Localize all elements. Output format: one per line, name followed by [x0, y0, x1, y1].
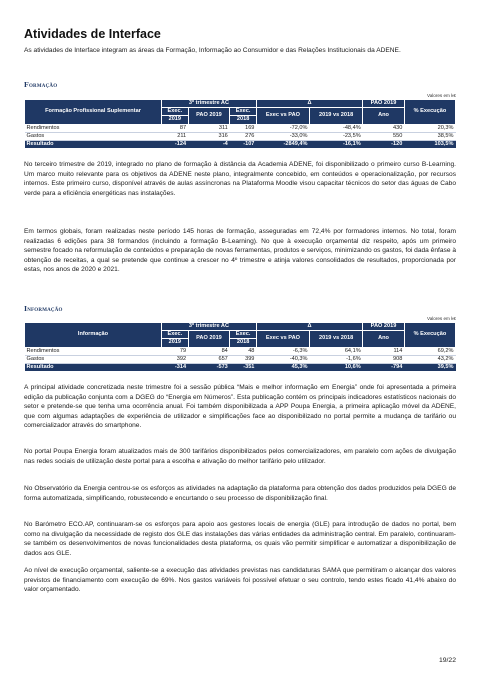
informacao-paragraph-2: No portal Poupa Energia foram atualizados mais de 300 tarifários disponibilizados pelos comercializadores, em paralelo com ações de divulgação nas redes sociais de utilização deste portal para a escolha e ativação do melhor tarifário pelo utilizador.	[24, 448, 456, 465]
column-header: 2018	[230, 116, 257, 124]
table-cell: 20,3%	[404, 124, 455, 132]
column-header: Exec.	[162, 331, 189, 339]
table-cell: 48	[230, 347, 257, 355]
table-cell: 84	[188, 347, 230, 355]
table-cell: 169	[230, 124, 257, 132]
table-cell: -1,6%	[309, 355, 362, 363]
column-header: Exec.	[230, 331, 257, 339]
group-header: PAO 2019	[363, 100, 405, 108]
table-cell: 103,5%	[404, 141, 455, 149]
row-label: Rendimentos	[25, 124, 162, 132]
row-label: Resultado	[25, 141, 162, 149]
row-label: Rendimentos	[25, 347, 162, 355]
table-cell: -48,4%	[309, 124, 362, 132]
units-label: Valores em k€	[426, 316, 456, 321]
table-row	[25, 364, 456, 372]
column-header: 2019	[162, 339, 189, 347]
table-row	[25, 124, 456, 132]
table-row	[25, 355, 456, 363]
group-header: Δ	[256, 100, 362, 108]
table-row	[25, 347, 456, 355]
column-header: 2019 vs 2018	[309, 331, 362, 347]
table-row	[25, 132, 456, 140]
formacao-paragraph-2: Em termos globais, foram realizadas neste período 145 horas de formação, asseguradas em 72,4% por formadores internos. No total, foram realizadas 6 edições para 38 formandos (incluindo a formação B-Learning). No que à execução orçamental diz respeito, após um primeiro semestre focado na reformulação de conteúdos e preparação de novas ferramentas, produtos e serviços, minimizando os gastos, foi dada ênfase à obtenção de receitas, a qual se pretende que continue a crescer no 4º trimestre e atinja valores consolidados de resultados, proporcionada por estas, nos anos de 2020 e 2021.	[24, 228, 456, 274]
table-cell: 550	[363, 132, 405, 140]
column-header: Exec.	[230, 108, 257, 116]
formacao-paragraph-1: No terceiro trimestre de 2019, integrado no plano de formação à distância da Academia ADENE, foi disponibilizado o primeiro curso B-Learning. Um marco muito relevante para os objetivos da ADENE neste plano, integralmente concebido, em conteúdos e operacionalização, por recursos internos. Este primeiro curso, disponível através de aulas assíncronas na Plataforma Moodle visou capacitar técnicos do setor das águas de Cabo verde para a eficiência energéticas nas instalações.	[24, 161, 456, 197]
table-cell: 399	[230, 355, 257, 363]
row-label: Gastos	[25, 355, 162, 363]
formacao-table	[24, 99, 456, 148]
column-header: Ano	[363, 331, 405, 347]
table-cell: -794	[363, 364, 405, 372]
row-label: Resultado	[25, 364, 162, 372]
table-cell: -2849,4%	[256, 141, 309, 149]
table-cell: 38,5%	[404, 132, 455, 140]
intro-paragraph: As atividades de Interface integram as áreas da Formação, Informação ao Consumidor e das Relações Institucionais da ADENE.	[24, 47, 401, 54]
page-title: Atividades de Interface	[24, 27, 161, 41]
group-header: 3º trimestre AC	[162, 100, 257, 108]
informacao-paragraph-1: A principal atividade concretizada neste trimestre foi a sessão pública “Mais e melhor informação em Energia” onde foi apresentada a primeira edição da publicação conjunta com a DGEG do “Energia em Números”. Esta publicação contém os principais indicadores estatísticos nacionais do setor e pretende-se que tenha uma ocorrência anual. Foi também disponibilizada a APP Poupa Energia, a primeira aplicação móvel da ADENE, que com algumas adaptações de experiência de utilizador e simplificações face ao disponibilizado no portal permite a mudança de tarifário ou comercializador através do smartphone.	[24, 384, 456, 430]
table-cell: 79	[162, 347, 189, 355]
table-cell: 45,3%	[256, 364, 309, 372]
table-row-header: Informação	[25, 323, 162, 348]
column-header: Exec vs PAO	[256, 331, 309, 347]
table-cell: 10,6%	[309, 364, 362, 372]
informacao-paragraph-4: No Barómetro ECO.AP, continuaram-se os esforços para apoio aos gestores locais de energia (GLE) para introdução de dados no portal, bem como na divulgação da necessidade de registo dos GLE das instalações das várias entidades da administração central. Em paralelo, continuaram-se também os desenvolvimentos de novas funcionalidades desta plataforma, os quais vão permitir simplificar e automatizar a disponibilização de dados aos GLE.	[24, 521, 456, 557]
table-cell: -6,3%	[256, 347, 309, 355]
informacao-paragraph-3: No Observatório da Energia centrou-se os esforços as atividades na adaptação da plataforma para obtenção dos dados produzidos pela DGEG de forma automatizada, simplificando, robustecendo e encurtando o seu processo de disponibilização final.	[24, 485, 456, 502]
section-heading-formacao: Formação	[24, 80, 58, 89]
table-cell: 211	[162, 132, 189, 140]
table-cell: 908	[363, 355, 405, 363]
table-row	[25, 141, 456, 149]
table-cell: -33,0%	[256, 132, 309, 140]
table-cell: -351	[230, 364, 257, 372]
informacao-table	[24, 322, 456, 371]
table-cell: 64,1%	[309, 347, 362, 355]
table-cell: -314	[162, 364, 189, 372]
table-cell: 316	[188, 132, 230, 140]
column-header: 2019	[162, 116, 189, 124]
table-row-header: Formação Profissional Suplementar	[25, 100, 162, 125]
units-label: Valores em k€	[426, 93, 456, 98]
table-cell: -120	[363, 141, 405, 149]
table-cell: -124	[162, 141, 189, 149]
column-header: Ano	[363, 108, 405, 124]
column-header: % Execução	[404, 100, 455, 125]
column-header: 2018	[230, 339, 257, 347]
informacao-paragraph-5: Ao nível de execução orçamental, saliente-se a execução das atividades previstas nas candidaturas SAMA que permitiram o alcançar dos valores previstos de financiamento com execução de 69%. Nos gastos variáveis foi possível efetuar o seu controlo, tendo estes ficado 41,4% abaixo do valor orçamentado.	[24, 567, 456, 594]
table-cell: 43,2%	[404, 355, 455, 363]
table-cell: 430	[363, 124, 405, 132]
table-cell: 392	[162, 355, 189, 363]
table-cell: 87	[162, 124, 189, 132]
table-cell: -23,5%	[309, 132, 362, 140]
table-cell: 311	[188, 124, 230, 132]
column-header: % Execução	[404, 323, 455, 348]
table-cell: -107	[230, 141, 257, 149]
table-cell: -573	[188, 364, 230, 372]
group-header: Δ	[256, 323, 362, 331]
table-cell: 276	[230, 132, 257, 140]
column-header: Exec.	[162, 108, 189, 116]
row-label: Gastos	[25, 132, 162, 140]
section-heading-informacao: Informação	[24, 304, 63, 313]
group-header: 3º trimestre AC	[162, 323, 257, 331]
table-cell: 657	[188, 355, 230, 363]
column-header: PAO 2019	[188, 108, 230, 124]
column-header: 2019 vs 2018	[309, 108, 362, 124]
table-cell: 69,2%	[404, 347, 455, 355]
table-cell: -40,3%	[256, 355, 309, 363]
table-cell: -4	[188, 141, 230, 149]
column-header: Exec vs PAO	[256, 108, 309, 124]
page-number: 19/22	[438, 657, 456, 664]
group-header: PAO 2019	[363, 323, 405, 331]
table-cell: 39,5%	[404, 364, 455, 372]
column-header: PAO 2019	[188, 331, 230, 347]
table-cell: -72,0%	[256, 124, 309, 132]
table-cell: 114	[363, 347, 405, 355]
table-cell: -16,1%	[309, 141, 362, 149]
